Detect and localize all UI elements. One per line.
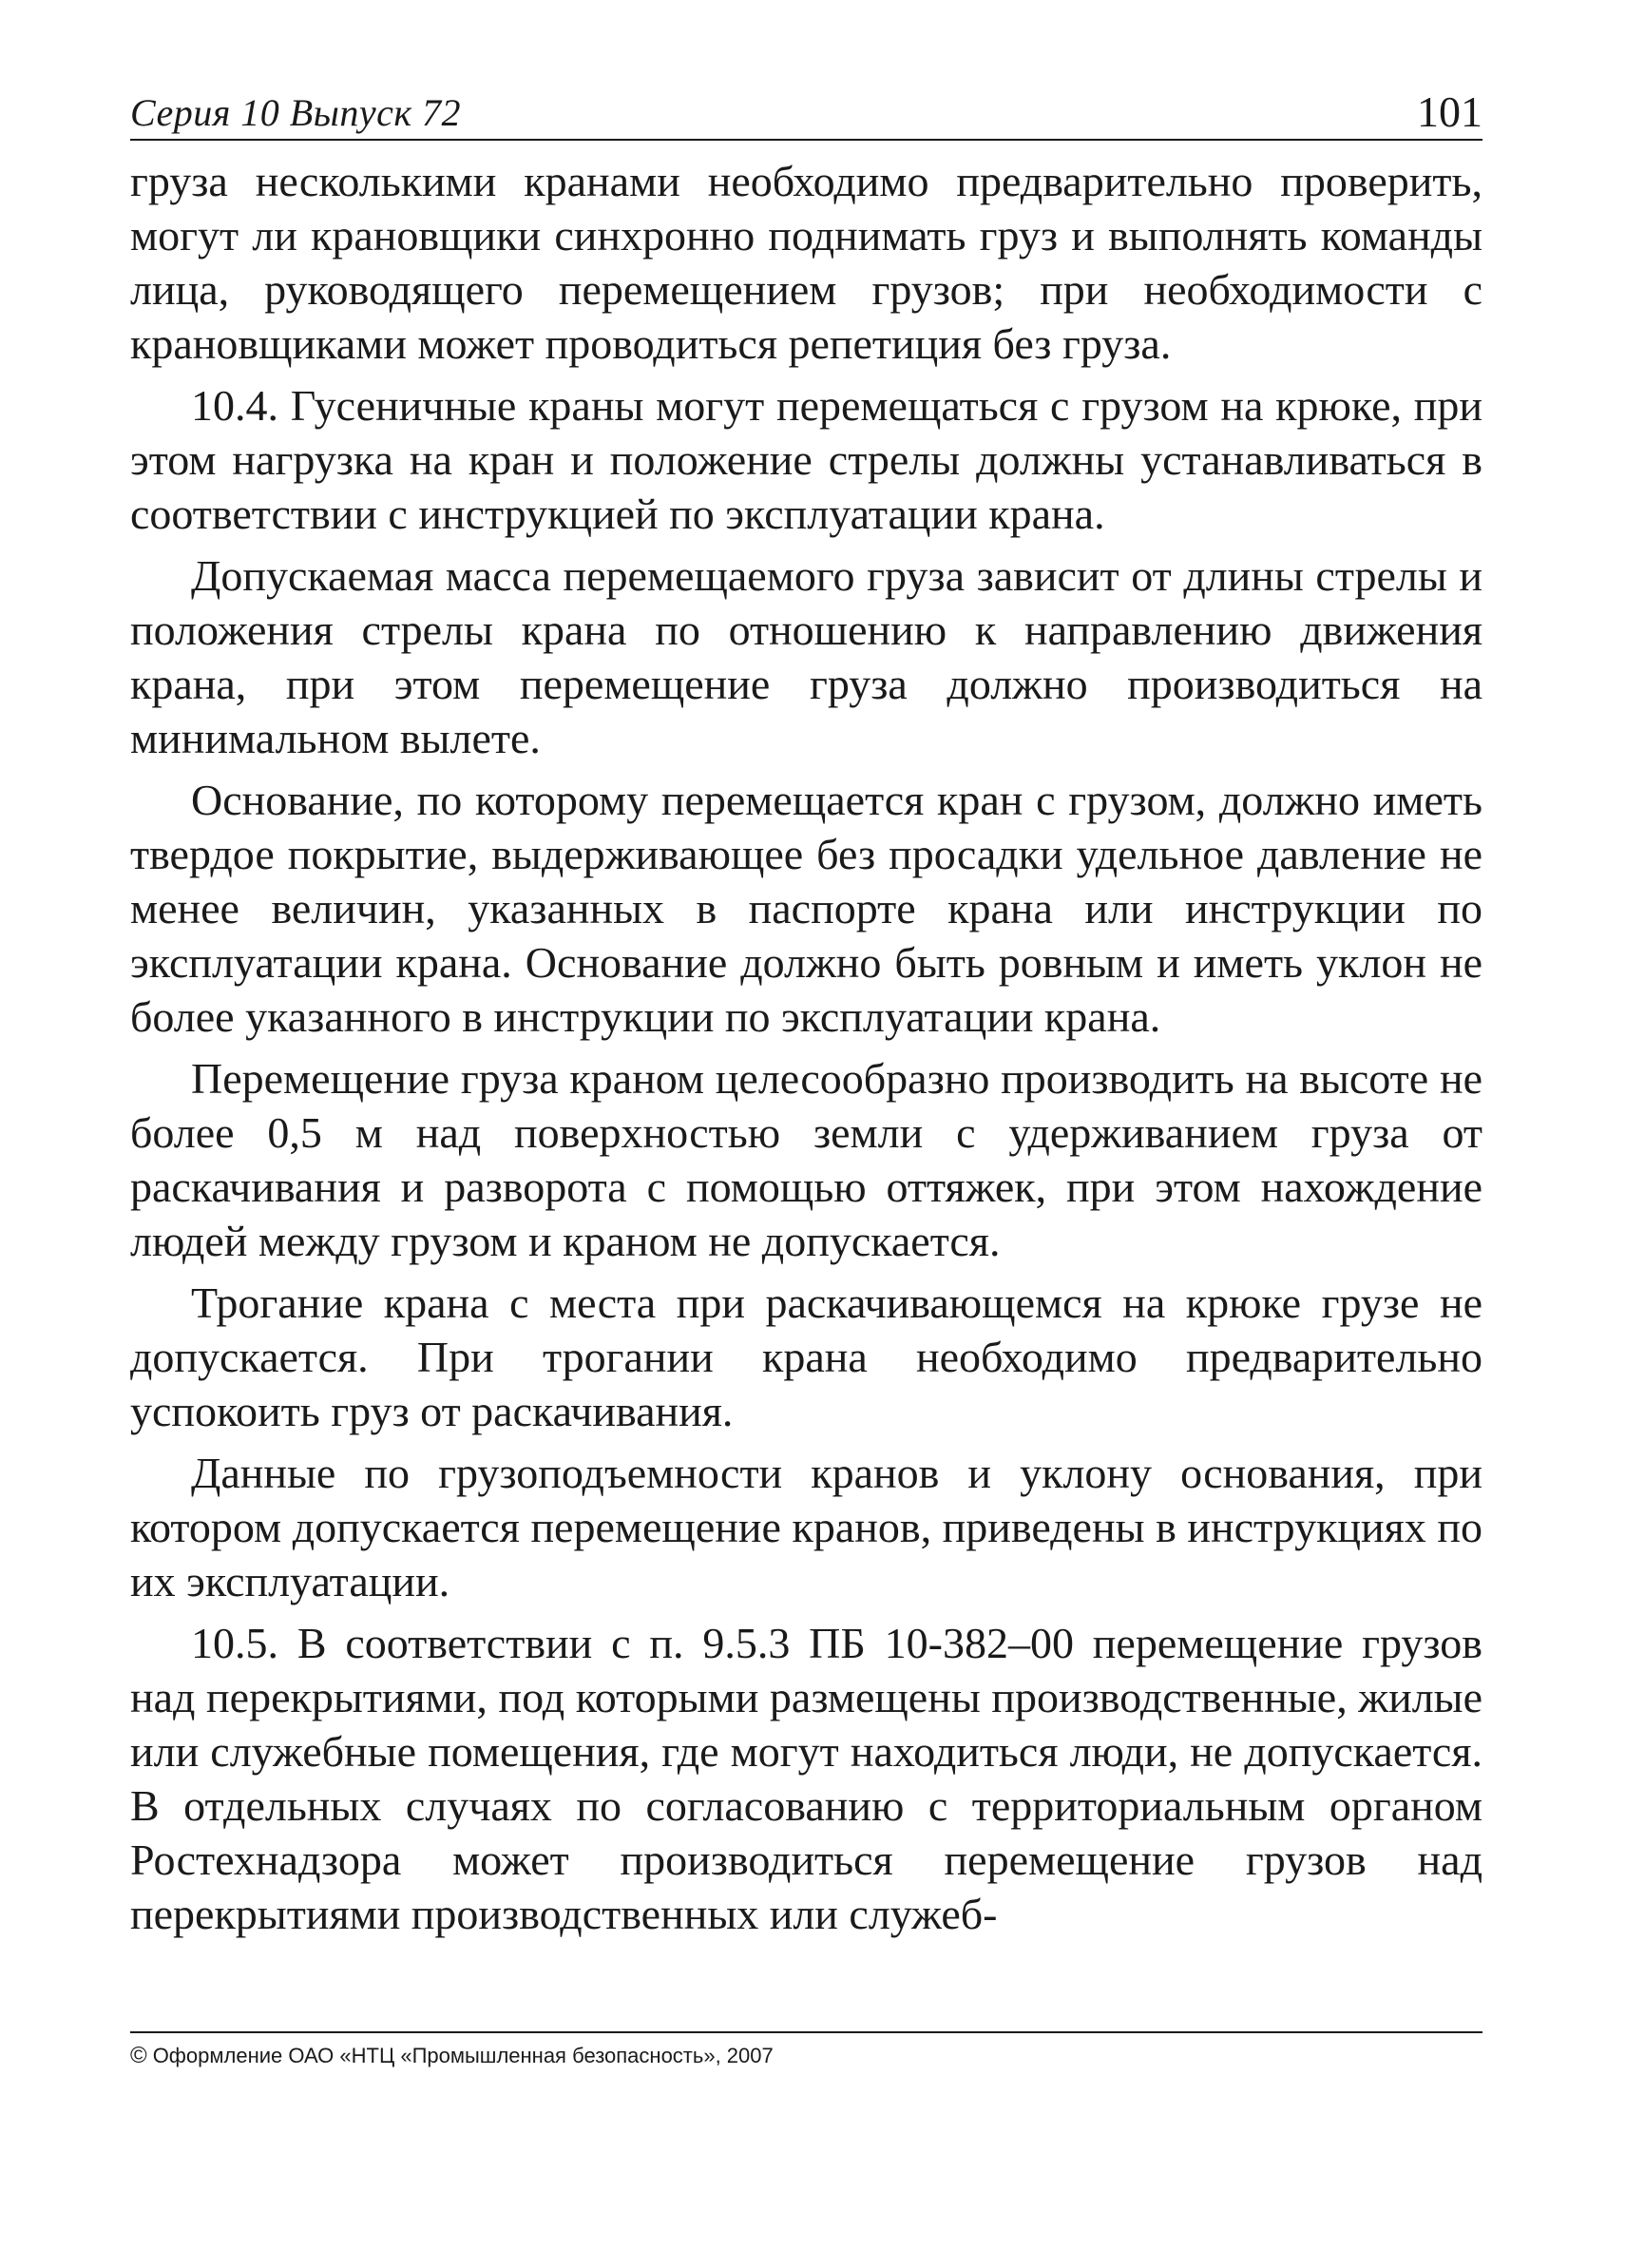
paragraph-allowed-mass: Допускаемая масса перемещаемого груза зависит от длины стрелы и положения стрелы крана по отношению к направлению движения крана, при этом перемещение груза должно производиться на минимальном вылете. <box>130 551 1482 762</box>
paragraph-10-4: 10.4. Гусеничные краны могут перемещаться с грузом на крюке, при этом нагрузка на кран и положение стрелы должны устанавливаться в соответствии с инструкцией по эксплуатации крана. <box>130 381 1482 538</box>
running-header <box>130 80 1482 141</box>
paragraph-load-height: Перемещение груза краном целесообразно производить на высоте не более 0,5 м над поверхностью земли с удерживанием груза от раскачивания и разворота с помощью оттяжек, при этом нахождение людей между грузом и краном не допускается. <box>130 1054 1482 1265</box>
document-page <box>130 80 1482 1949</box>
series-title: Серия 10 Выпуск 72 <box>130 91 462 134</box>
paragraph-capacity-data: Данные по грузоподъемности кранов и уклону основания, при котором допускается перемещение кранов, приведены в инструкциях по их эксплуатации. <box>130 1449 1482 1605</box>
copyright-sign: © <box>130 2043 147 2068</box>
paragraph-10-5: 10.5. В соответствии с п. 9.5.3 ПБ 10-382–00 перемещение грузов над перекрытиями, под которыми размещены производственные, жилые или служебные помещения, где могут находиться люди, не допускается. В отдельных случаях по согласованию с территориальным органом Ростехнадзора может производиться перемещение грузов над перекрытиями производственных или служеб- <box>130 1619 1482 1938</box>
copyright-text: Оформление ОАО «НТЦ «Промышленная безопасность», 2007 <box>152 2044 774 2067</box>
paragraph-base-surface: Основание, по которому перемещается кран с грузом, должно иметь твердое покрытие, выдерживающее без просадки удельное давление не менее величин, указанных в паспорте крана или инструкции по эксплуатации крана. Основание должно быть ровным и иметь уклон не более указанного в инструкции по эксплуатации крана. <box>130 776 1482 1041</box>
paragraph-continuation: груза несколькими кранами необходимо предварительно проверить, могут ли крановщики синхронно поднимать груз и выполнять команды лица, руководящего перемещением грузов; при необходимости с крановщиками может проводиться репетиция без груза. <box>130 157 1482 368</box>
page-footer <box>130 2031 1482 2069</box>
body-text <box>130 154 1482 1941</box>
page-number: 101 <box>1417 87 1482 136</box>
paragraph-crane-start: Трогание крана с места при раскачивающемся на крюке грузе не допускается. При трогании крана необходимо предварительно успокоить груз от раскачивания. <box>130 1278 1482 1435</box>
